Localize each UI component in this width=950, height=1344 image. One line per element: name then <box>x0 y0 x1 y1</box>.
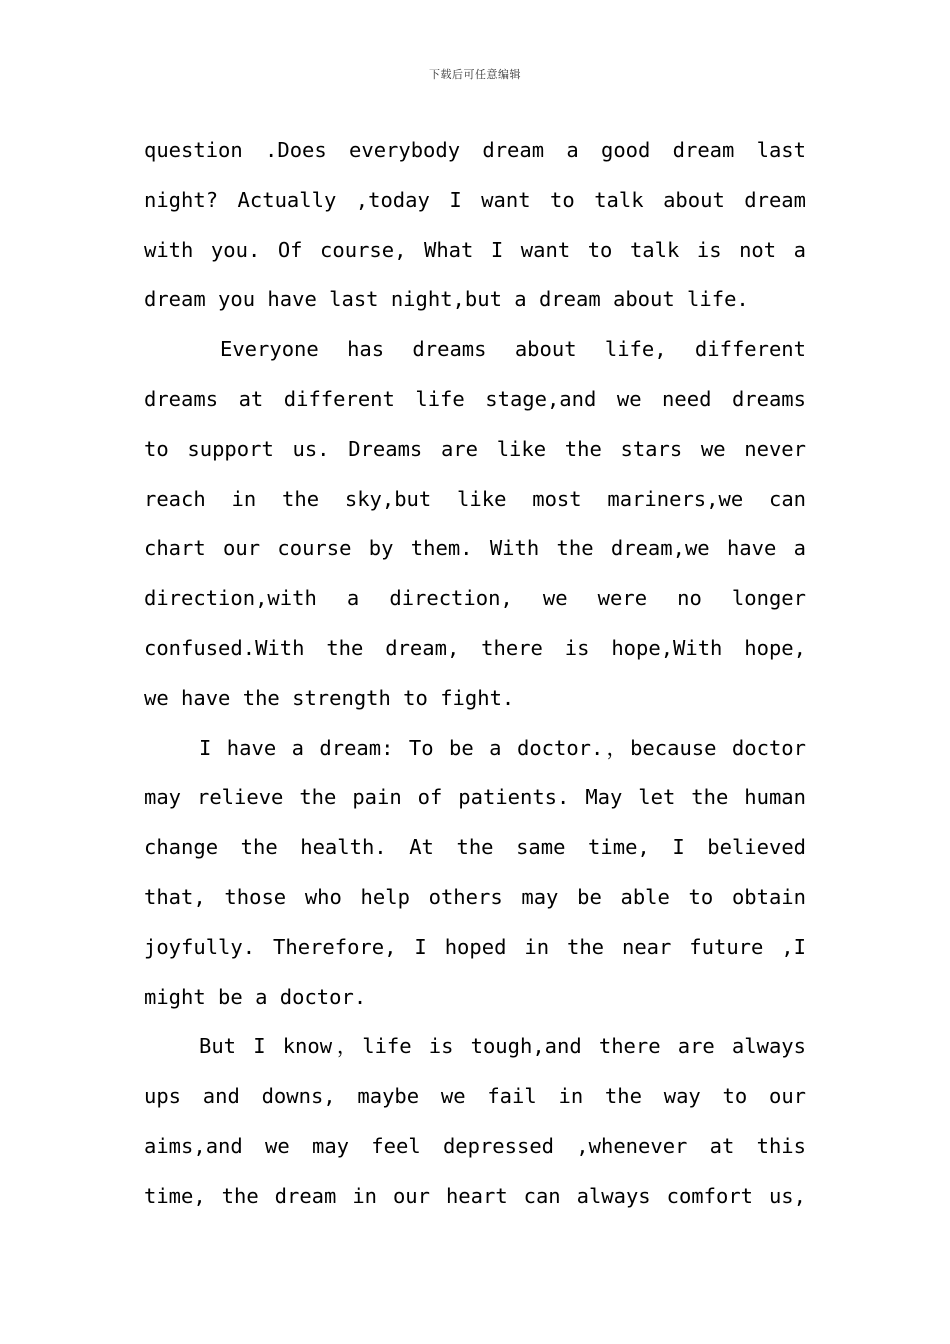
document-body <box>144 126 806 1222</box>
text-line: joyfully. Therefore, I hoped in the near future ,I <box>144 934 806 959</box>
text-line: aims,and we may feel depressed ,whenever at this <box>144 1133 806 1158</box>
text-line: may relieve the pain of patients. May let the human <box>144 785 806 810</box>
text-line: confused.With the dream, there is hope,With hope, <box>144 635 806 660</box>
text-line: chart our course by them. With the dream,we have a <box>144 536 806 561</box>
text-line: But I know，life is tough,and there are always <box>199 1034 806 1059</box>
text-line: night? Actually ,today I want to talk about dream <box>144 187 806 212</box>
paragraph-4 <box>144 1022 806 1221</box>
text-line: to support us. Dreams are like the stars we never <box>144 436 806 461</box>
text-line: direction,with a direction, we were no longer <box>144 586 806 611</box>
paragraph-3 <box>144 724 806 1023</box>
text-line: might be a doctor. <box>144 984 367 1009</box>
text-line: Everyone has dreams about life, different <box>220 337 806 362</box>
page-header: 下载后可任意编辑 <box>429 68 521 81</box>
text-line: time, the dream in our heart can always comfort us, <box>144 1183 806 1208</box>
text-line: question .Does everybody dream a good dream last <box>144 138 806 162</box>
paragraph-2 <box>144 325 806 723</box>
text-line: change the health. At the same time, I believed <box>144 835 806 860</box>
text-line: with you. Of course, What I want to talk is not a <box>144 237 806 262</box>
paragraph-1 <box>144 126 806 325</box>
text-line: I have a dream: To be a doctor.，because doctor <box>199 735 806 760</box>
text-line: ups and downs, maybe we fail in the way to our <box>144 1084 806 1109</box>
text-line: reach in the sky,but like most mariners,we can <box>144 486 806 511</box>
text-line: we have the strength to fight. <box>144 685 515 710</box>
text-line: that, those who help others may be able to obtain <box>144 884 806 909</box>
text-line: dream you have last night,but a dream about life. <box>144 287 749 312</box>
text-line: dreams at different life stage,and we need dreams <box>144 386 806 411</box>
